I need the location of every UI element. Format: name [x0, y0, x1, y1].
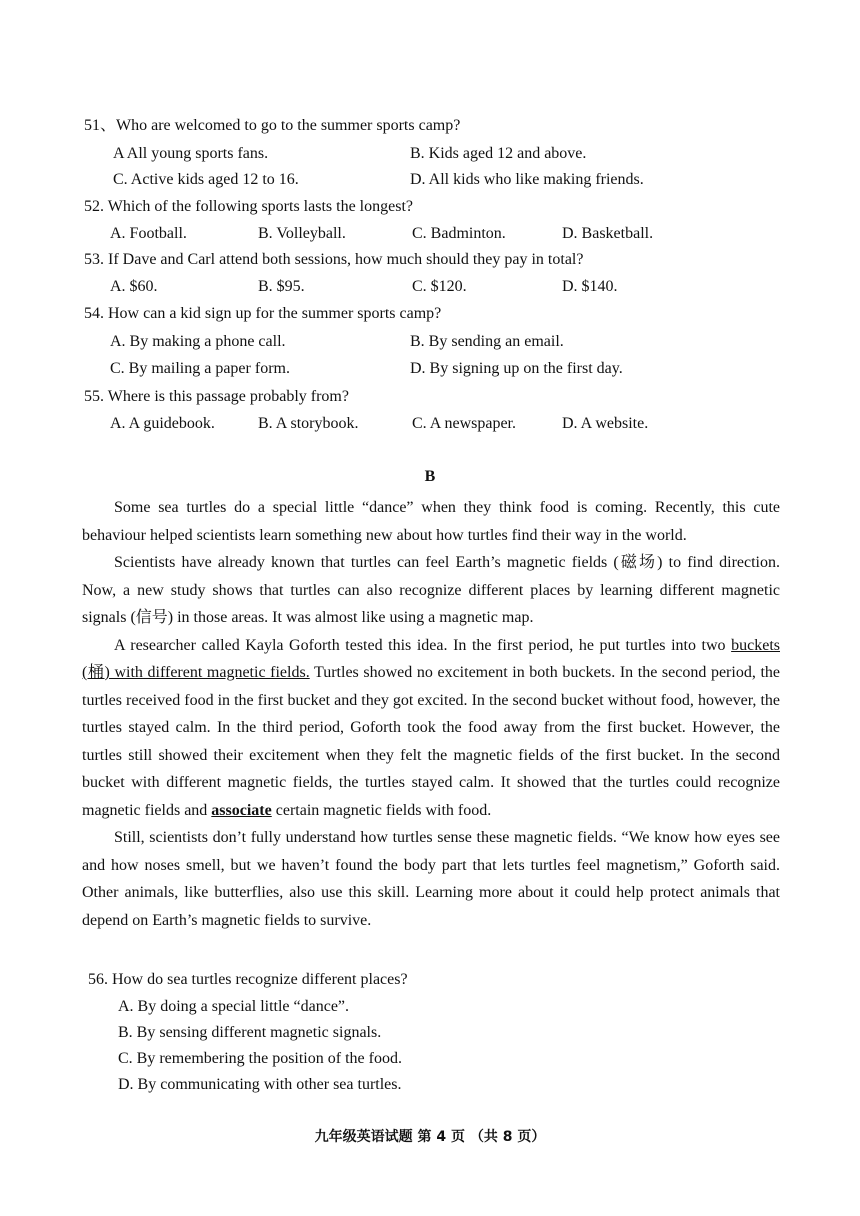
q54-option-c: C. By mailing a paper form.	[110, 360, 290, 377]
passage-paragraph-3	[82, 632, 780, 825]
paragraph-3-part-b: Turtles showed no excitement in both buckets. In the second period, the turtles received food in the first bucket and they got excited. In the second bucket without food, however, the turtles stayed calm. In the third period, Goforth took the food away from the first bucket. However, the turtles still showed their excitement when they felt the magnetic fields of the first bucket. In the second bucket with different magnetic fields, the turtles stayed calm. It showed that the turtles could recognize magnetic fields and	[82, 664, 780, 819]
question-53: 53. If Dave and Carl attend both sessions, how much should they pay in total?	[84, 251, 584, 268]
q55-option-c: C. A newspaper.	[412, 415, 516, 432]
q52-option-c: C. Badminton.	[412, 225, 506, 242]
q53-option-c: C. $120.	[412, 278, 467, 295]
q53-option-a: A. $60.	[110, 278, 158, 295]
q52-option-d: D. Basketball.	[562, 225, 654, 242]
q56-option-d: D. By communicating with other sea turtles.	[118, 1076, 402, 1093]
q56-option-b: B. By sensing different magnetic signals.	[118, 1024, 382, 1041]
q56-option-c: C. By remembering the position of the food.	[118, 1050, 402, 1067]
q51-option-b: B. Kids aged 12 and above.	[410, 145, 587, 162]
q53-option-d: D. $140.	[562, 278, 618, 295]
paragraph-3-part-a: A researcher called Kayla Goforth tested this idea. In the first period, he put turtles into two	[114, 636, 732, 654]
page-footer: 九年级英语试题 第 4 页 （共 8 页）	[314, 1129, 546, 1145]
q54-option-a: A. By making a phone call.	[110, 333, 286, 350]
question-56: 56. How do sea turtles recognize different places?	[88, 971, 408, 988]
q53-option-b: B. $95.	[258, 278, 305, 295]
section-title: B	[424, 468, 436, 485]
q51-option-c: C. Active kids aged 12 to 16.	[113, 171, 299, 188]
q55-option-b: B. A storybook.	[258, 415, 359, 432]
q52-option-b: B. Volleyball.	[258, 225, 346, 242]
q54-option-b: B. By sending an email.	[410, 333, 564, 350]
question-55: 55. Where is this passage probably from?	[84, 388, 349, 405]
q51-option-a: A All young sports fans.	[113, 145, 269, 162]
question-51: 51、Who are welcomed to go to the summer sports camp?	[84, 117, 461, 134]
question-54: 54. How can a kid sign up for the summer sports camp?	[84, 305, 442, 322]
q54-option-d: D. By signing up on the first day.	[410, 360, 623, 377]
q55-option-a: A. A guidebook.	[110, 415, 215, 432]
underlined-word-associate: associate	[211, 801, 272, 819]
paragraph-3-part-c: certain magnetic fields with food.	[271, 801, 492, 819]
passage-paragraph-4: Still, scientists don’t fully understand how turtles sense these magnetic fields. “We know how eyes see and how noses smell, but we haven’t found the body part that lets turtles feel magnetism,” Goforth said. Other animals, like butterflies, also use this skill. Learning more about it could help protect animals that depend on Earth’s magnetic fields to survive.	[82, 829, 780, 929]
q52-option-a: A. Football.	[110, 225, 187, 242]
underlined-buckets-phrase: buckets (桶) with different magnetic fields.	[82, 636, 780, 681]
q51-option-d: D. All kids who like making friends.	[410, 171, 644, 188]
passage-paragraph-1: Some sea turtles do a special little “dance” when they think food is coming. Recently, this cute behaviour helped scientists learn something new about how turtles find their way in the world.	[82, 499, 780, 544]
question-52: 52. Which of the following sports lasts the longest?	[84, 198, 413, 215]
q56-option-a: A. By doing a special little “dance”.	[118, 998, 350, 1015]
reading-passage	[82, 494, 780, 934]
passage-paragraph-2: Scientists have already known that turtles can feel Earth’s magnetic fields (磁场) to find direction. Now, a new study shows that turtles can also recognize different places by learning different magnetic signals (信号) in those areas. It was almost like using a magnetic map.	[82, 554, 780, 626]
q55-option-d: D. A website.	[562, 415, 649, 432]
